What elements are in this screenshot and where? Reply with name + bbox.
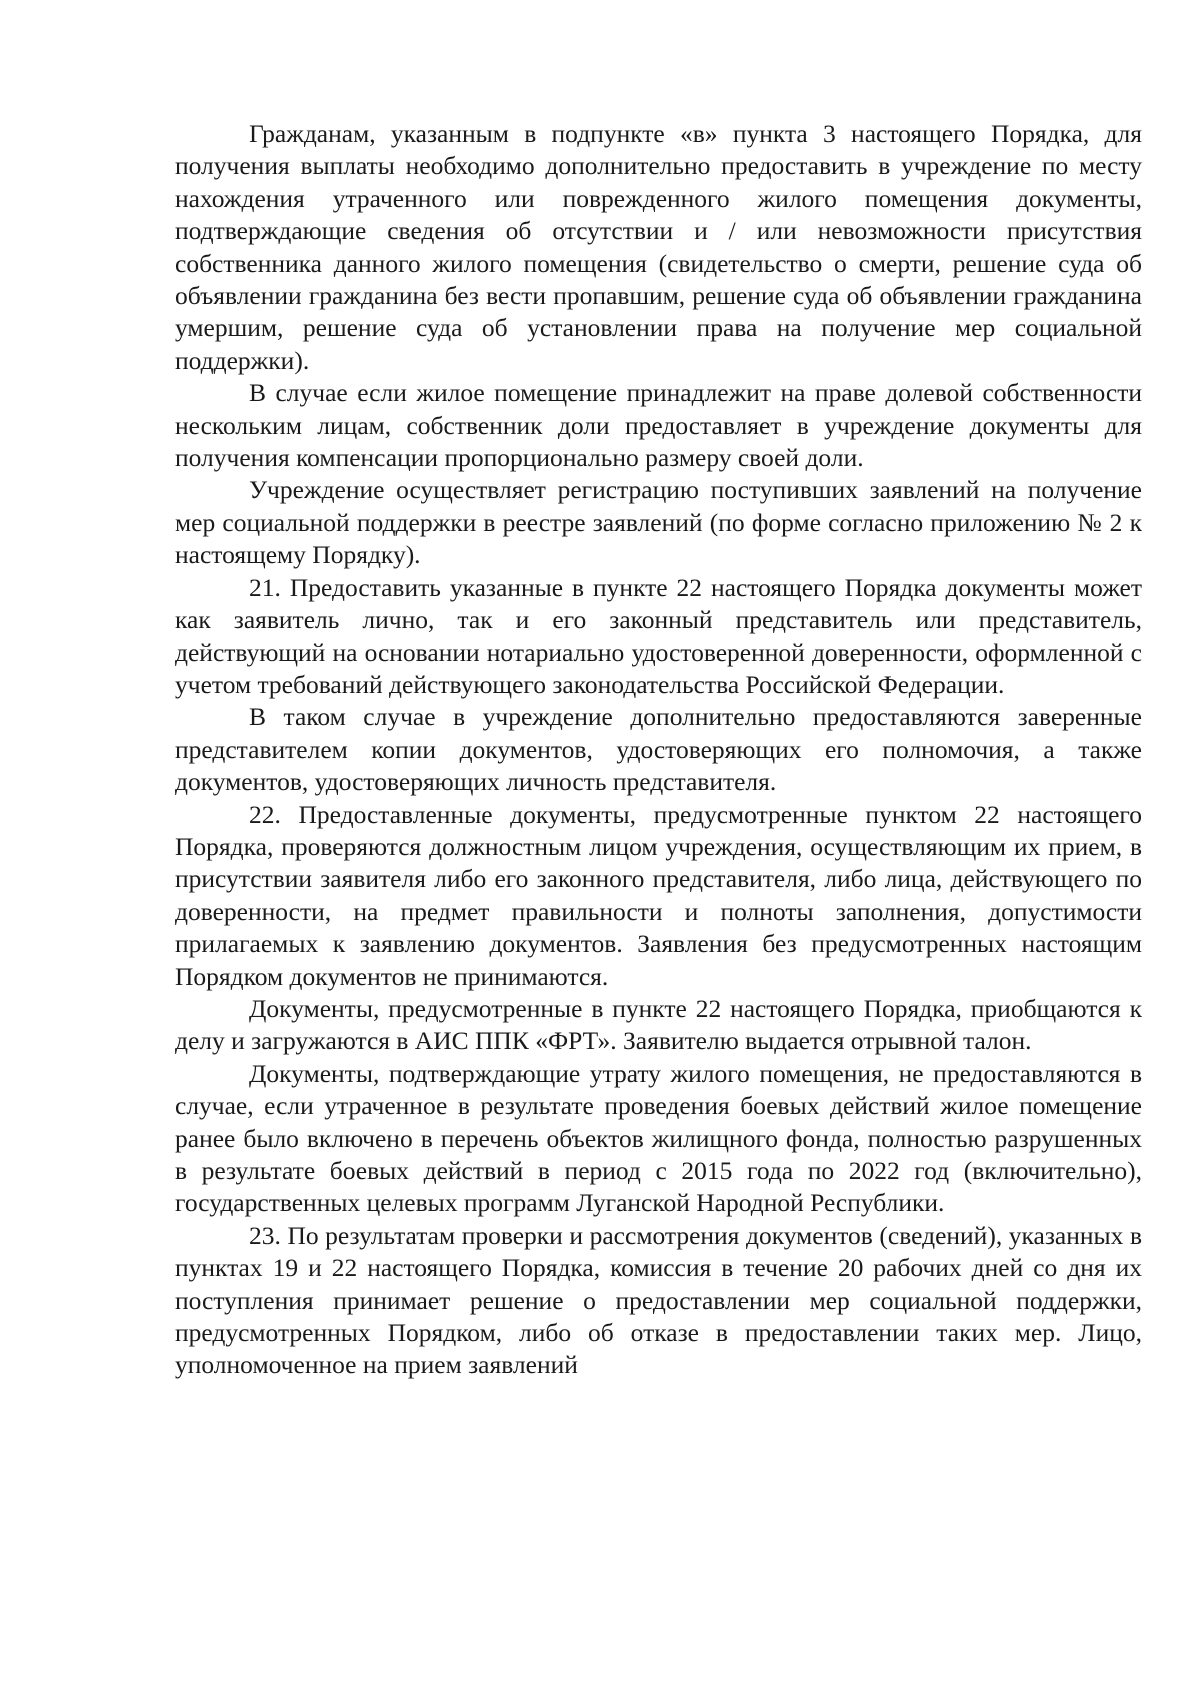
paragraph-clause-23: 23. По результатам проверки и рассмотрения документов (сведений), указанных в пунктах 19 и 22 настоящего Порядка, комиссия в течение 20 рабочих дней со дня их поступления принимает решение о предоставлении мер социальной поддержки, предусмотренных Порядком, либо об отказе в предоставлении таких мер. Лицо, уполномоченное на прием заявлений — [175, 1220, 1142, 1380]
paragraph-shared-ownership: В случае если жилое помещение принадлежит на праве долевой собственности нескольким лицам, собственник доли предоставляет в учреждение документы для получения компенсации пропорционально размеру своей доли. — [175, 378, 1142, 473]
paragraph-clause-22: 22. Предоставленные документы, предусмотренные пунктом 22 настоящего Порядка, проверяются должностным лицом учреждения, осуществляющим их прием, в присутствии заявителя либо его законного представителя, либо лица, действующего по доверенности, на предмет правильности и полноты заполнения, допустимости прилагаемых к заявлению документов. Заявления без предусмотренных настоящим Порядком документов не принимаются. — [175, 799, 1142, 991]
paragraph-registration-of-applications: Учреждение осуществляет регистрацию поступивших заявлений на получение мер социальной поддержки в реестре заявлений (по форме согласно приложению № 2 к настоящему Порядку). — [175, 475, 1142, 570]
document-body — [175, 118, 1142, 1382]
paragraph-loss-confirmation: Документы, подтверждающие утрату жилого помещения, не предоставляются в случае, если утраченное в результате проведения боевых действий жилое помещение ранее было включено в перечень объектов жилищного фонда, полностью разрушенных в результате боевых действий в период с 2015 года по 2022 год (включительно), государственных целевых программ Луганской Народной Республики. — [175, 1058, 1142, 1218]
paragraph-clause-21: 21. Предоставить указанные в пункте 22 настоящего Порядка документы может как заявитель лично, так и его законный представитель или представитель, действующий на основании нотариально удостоверенной доверенности, оформленной с учетом требований действующего законодательства Российской Федерации. — [175, 572, 1142, 699]
paragraph-representative-documents: В таком случае в учреждение дополнительно предоставляются заверенные представителем копии документов, удостоверяющих его полномочия, а также документов, удостоверяющих личность представителя. — [175, 702, 1142, 797]
paragraph-documents-uploaded: Документы, предусмотренные в пункте 22 настоящего Порядка, приобщаются к делу и загружаются в АИС ППК «ФРТ». Заявителю выдается отрывной талон. — [175, 993, 1142, 1056]
paragraph-documents-for-citizens: Гражданам, указанным в подпункте «в» пункта 3 настоящего Порядка, для получения выплаты необходимо дополнительно предоставить в учреждение по месту нахождения утраченного или поврежденного жилого помещения документы, подтверждающие сведения об отсутствии и / или невозможности присутствия собственника данного жилого помещения (свидетельство о смерти, решение суда об объявлении гражданина без вести пропавшим, решение суда об объявлении гражданина умершим, решение суда об установлении права на получение мер социальной поддержки). — [175, 119, 1142, 375]
